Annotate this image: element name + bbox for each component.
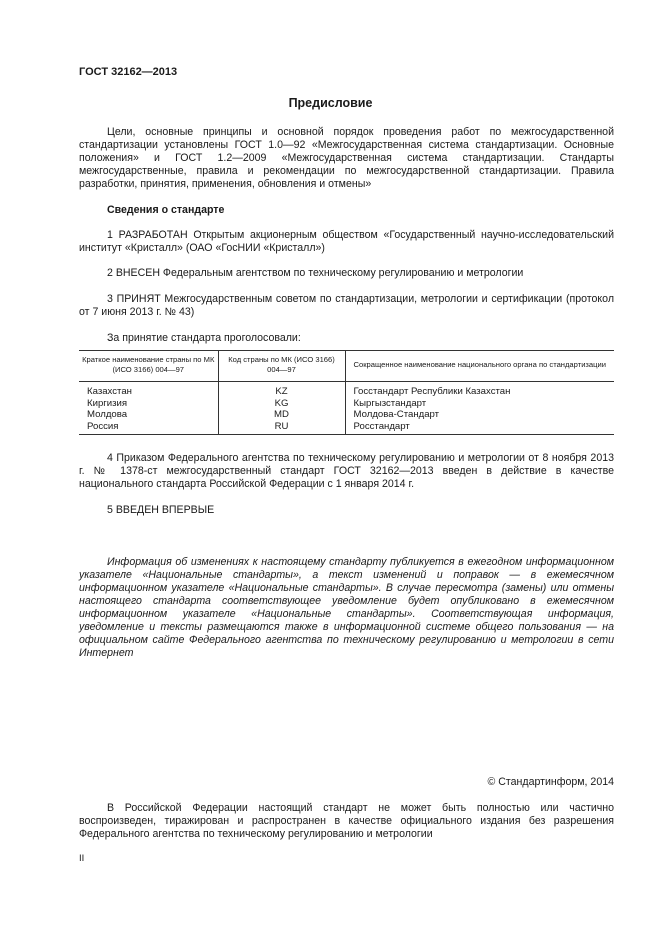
code-cell: MD <box>218 409 345 421</box>
code-cell: KG <box>218 398 345 410</box>
table-header-row <box>79 351 614 382</box>
info-item-1: 1 РАЗРАБОТАН Открытым акционерным обществом «Государственный научно-исследовательский институт «Кристалл» (ОАО «ГосНИИ «Кристалл») <box>79 229 614 254</box>
table-row <box>79 398 614 410</box>
section-title: Сведения о стандарте <box>107 204 225 216</box>
country-cell: Россия <box>79 421 218 435</box>
page-title: Предисловие <box>288 96 373 110</box>
code-cell: RU <box>218 421 345 435</box>
country-cell: Казахстан <box>87 386 132 397</box>
table-row <box>79 409 614 421</box>
column-header-country: Краткое наименование страны по МК (ИСО 3166) 004—97 <box>79 351 218 382</box>
info-item-5: 5 ВВЕДЕН ВПЕРВЫЕ <box>107 504 215 516</box>
document-header: ГОСТ 32162—2013 <box>79 66 178 78</box>
body-cell: Росстандарт <box>345 421 614 435</box>
page-number: II <box>79 853 85 864</box>
table-row <box>79 382 614 398</box>
country-cell: Молдова <box>87 409 128 420</box>
info-item-3: 3 ПРИНЯТ Межгосударственным советом по стандартизации, метрологии и сертификации (протокол от 7 июня 2013 г. № 43) <box>79 293 614 318</box>
info-item-2: 2 ВНЕСЕН Федеральным агентством по техническому регулированию и метрологии <box>107 267 524 279</box>
voting-countries-table <box>79 350 614 435</box>
amendments-notice: Информация об изменениях к настоящему стандарту публикуется в ежегодном информационном указателе «Национальные стандарты», а текст изменений и поправок — в ежемесячном информационном указателе «Национальные стандарты». В случае пересмотра (замены) или отмены настоящего стандарта соответствующее уведомление будет опубликовано в ежемесячном информационном указателе «Национальные стандарты». Соответствующая информация, уведомление и тексты размещаются также в информационной системе общего пользования — на официальном сайте Федерального агентства по техническому регулированию и метрологии в сети Интернет <box>79 556 614 659</box>
voted-caption: За принятие стандарта проголосовали: <box>107 332 301 344</box>
code-cell: KZ <box>218 382 345 398</box>
table-row <box>79 421 614 435</box>
body-cell: Кыргызстандарт <box>345 398 614 410</box>
column-header-body: Сокращенное наименование национального органа по стандартизации <box>345 351 614 382</box>
copyright: © Стандартинформ, 2014 <box>487 776 614 788</box>
body-cell: Молдова-Стандарт <box>345 409 614 421</box>
foreword-paragraph: Цели, основные принципы и основной порядок проведения работ по межгосударственной стандартизации установлены ГОСТ 1.0—92 «Межгосударственная система стандартизации. Основные положения» и ГОСТ 1.2—2009 «Межгосударственная система стандартизации. Стандарты межгосударственные, правила и рекомендации по межгосударственной стандартизации. Правила разработки, принятия, применения, обновления и отмены» <box>79 126 614 190</box>
info-item-4: 4 Приказом Федерального агентства по техническому регулированию и метрологии от 8 ноября 2013 г. № 1378-ст межгосударственный стандарт ГОСТ 32162—2013 введен в действие в качестве национального стандарта Российской Федерации с 1 января 2014 г. <box>79 452 614 490</box>
column-header-code: Код страны по МК (ИСО 3166) 004—97 <box>218 351 345 382</box>
reproduction-notice: В Российской Федерации настоящий стандарт не может быть полностью или частично воспроизведен, тиражирован и распространен в качестве официального издания без разрешения Федерального агентства по техническому регулированию и метрологии <box>79 802 614 840</box>
country-cell: Киргизия <box>87 397 128 409</box>
body-cell: Госстандарт Республики Казахстан <box>345 382 614 398</box>
